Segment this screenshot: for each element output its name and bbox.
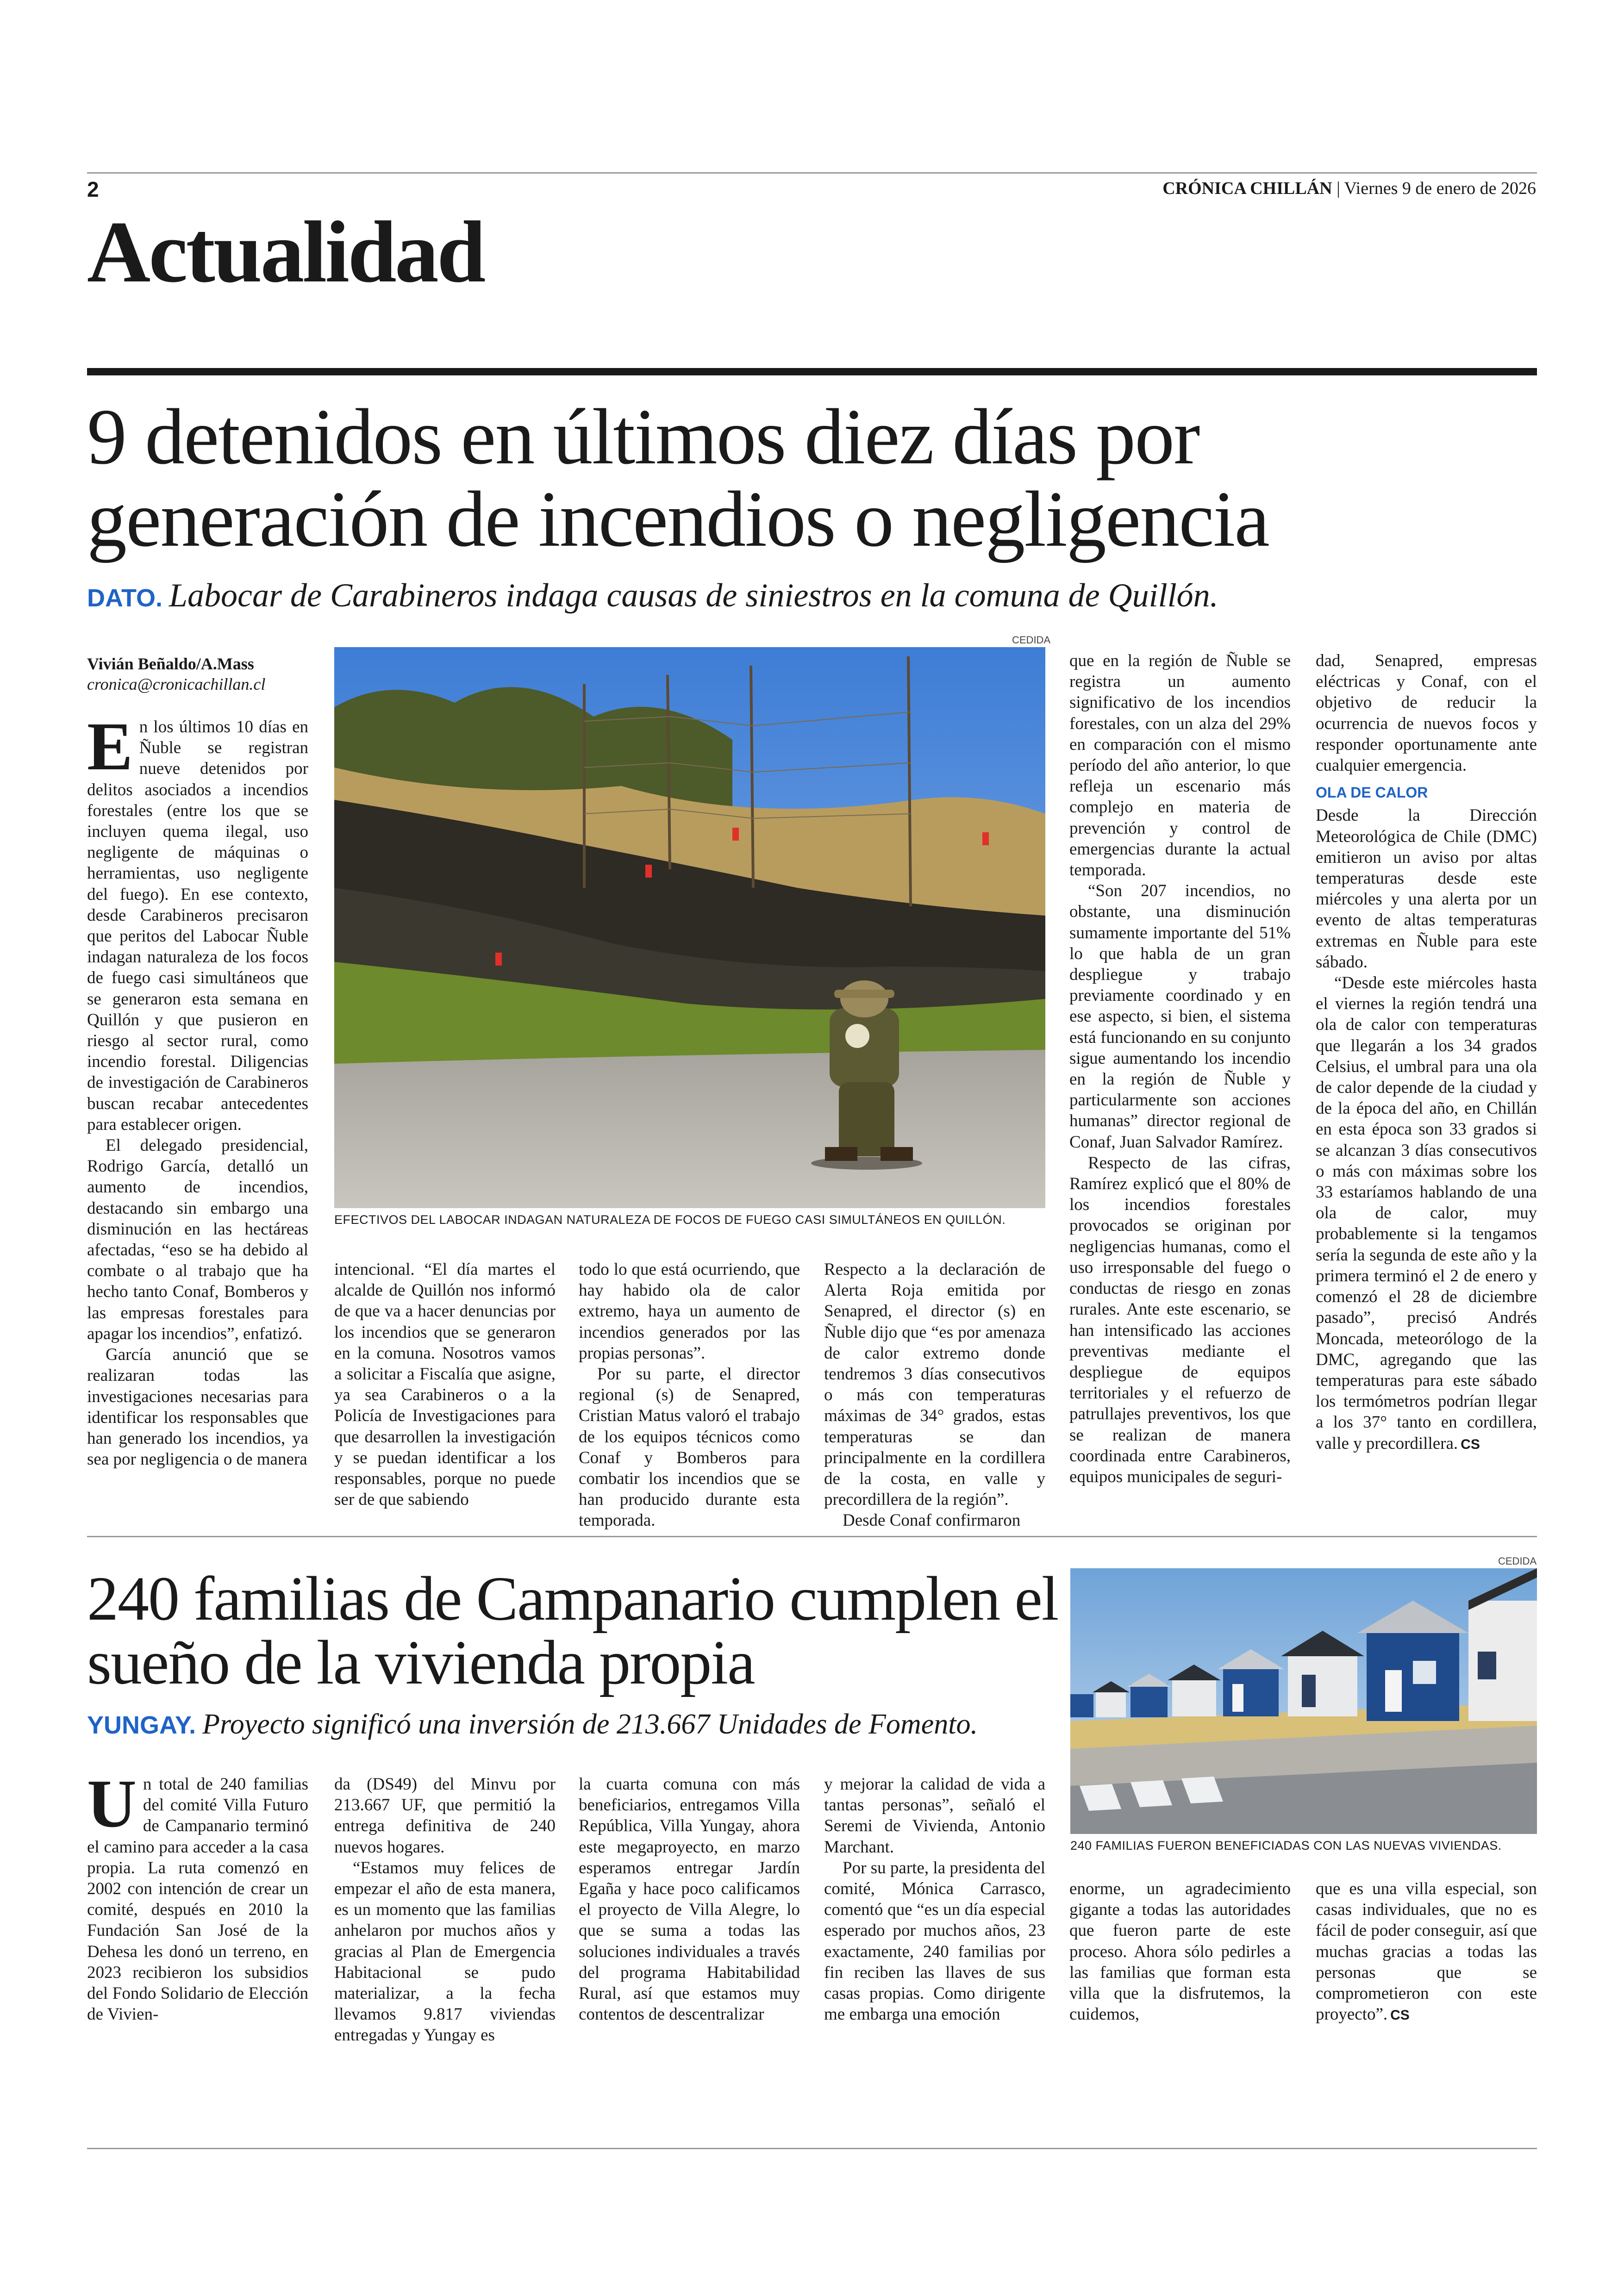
byline-email[interactable]: cronica@cronicachillan.cl (87, 675, 266, 693)
paragraph: “Son 207 incendios, no obstante, una disminución sumamente importante del 51% lo que habla de un gran despliegue y trabajo previamente coordinado y en ese aspecto, si bien, el sistema está funcionando en su conjunto sigue aumentando los incendio en la región de Ñuble y particularmente son acciones humanas” director regional de Conaf, Juan Salvador Ramírez. (1069, 881, 1291, 1152)
paragraph: Por su parte, el director regional (s) de Senapred, Cristian Matus valoró el trabajo de los equipos técnicos como Conaf y Bomberos para combatir los incendios que se han producido durante esta temporada. (579, 1365, 800, 1530)
paragraph: todo lo que está ocurriendo, que hay habido ola de calor extremo, haya un aumento de incendios generados por las propias personas”. (579, 1260, 800, 1363)
article1-kicker-tag: DATO. (87, 584, 163, 612)
paragraph: Por su parte, la presidenta del comité, Mónica Carrasco, comentó que “es un día especial esperado por muchos años, 23 exactamente, 240 familias por fin reciben las llaves de sus casas propias. Como dirigente me embarga una emoción (824, 1858, 1045, 2024)
article2-column-5 (1069, 1878, 1291, 2025)
paragraph (1316, 973, 1537, 1455)
houses-illustration (1070, 1568, 1537, 1834)
running-header (1162, 178, 1536, 199)
article-divider (87, 1536, 1537, 1537)
drop-cap: E (87, 709, 133, 785)
end-mark-icon: CS (1390, 2008, 1410, 2023)
section-rule (87, 368, 1537, 375)
section-title: Actualidad (87, 204, 484, 301)
paragraph: intencional. “El día martes el alcalde de Quillón nos informó de que va a hacer denuncias por los incendios que se generaron en la comuna. Nosotros vamos a solicitar a Fiscalía que asigne, ya sea Carabineros o a la Policía de Investigaciones para que desarrollen la investigación y se puedan identificar a los responsables, porque no puede ser de que sabiendo (334, 1260, 556, 1509)
top-rule (87, 172, 1537, 174)
paragraph: García anunció que se realizaran todas las investigaciones necesarias para identificar los responsables que han generado los incendios, ya sea por negligencia o de manera (87, 1345, 308, 1469)
end-mark-icon: CS (1461, 1436, 1480, 1452)
article2-column-4 (824, 1774, 1045, 2025)
paragraph: n total de 240 familias del comité Villa Futuro de Campanario terminó el camino para acceder a la casa propia. La ruta comenzó en 2002 con intención de crear un comité, después en 2010 la Fundación San José de la Dehesa les donó un terreno, en 2023 recibieron los subsidios del Fondo Solidario de Elección de Vivien- (87, 1775, 308, 2024)
article2-kicker-text: Proyecto significó una inversión de 213.667 Unidades de Fomento. (202, 1709, 978, 1740)
article1-column-5 (1069, 650, 1291, 1487)
article2-kicker (87, 1708, 978, 1741)
article2-kicker-tag: YUNGAY. (87, 1711, 196, 1739)
article1-column-6 (1316, 650, 1537, 1455)
paragraph: enorme, un agradecimiento gigante a todas las autoridades que fueron parte de este proceso. Ahora sólo pedirles a las familias que forman esta villa que la disfrutemos, la cuidemos, (1069, 1879, 1291, 2024)
drop-cap: U (87, 1766, 137, 1842)
article2-column-1 (87, 1766, 308, 2025)
byline (87, 654, 266, 694)
article1-column-3 (579, 1259, 800, 1531)
article1-column-2 (334, 1259, 556, 1510)
paragraph (1316, 1878, 1537, 2026)
photo1-caption: EFECTIVOS DEL LABOCAR INDAGAN NATURALEZA DE FOCOS DE FUEGO CASI SIMULTÁNEOS EN QUILLÓN. (334, 1213, 1006, 1227)
paragraph: la cuarta comuna con más beneficiarios, entregamos Villa República, Villa Yungay, ahora este megaproyecto, en marzo esperamos entregar Jardín Egaña y hace poco calificamos el proyecto de Villa Alegre, lo que se suma a todas las soluciones individuales a través del programa Habitabilidad Rural, así que estamos muy contentos de descentralizar (579, 1775, 800, 2024)
wildfire-photo (334, 647, 1045, 1208)
photo2-caption: 240 FAMILIAS FUERON BENEFICIADAS CON LAS NUEVAS VIVIENDAS. (1070, 1839, 1502, 1852)
article1-kicker (87, 576, 1218, 615)
paragraph: n los últimos 10 días en Ñuble se registran nueve detenidos por delitos asociados a incendios forestales (entre los que se incluyen quema ilegal, uso negligente de máquinas o herramientas, uso negligente del fuego). En ese contexto, desde Carabineros precisaron que peritos del Labocar Ñuble indagan naturaleza de los focos de fuego casi simultáneos que se generaron esta semana en Quillón y que pusieron en riesgo al sector rural, como incendio forestal. Diligencias de investigación de Carabineros buscan recabar antecedentes para establecer origen. (87, 717, 308, 1134)
bottom-rule (87, 2148, 1537, 2149)
article2-column-6 (1316, 1878, 1537, 2026)
article1-headline: 9 detenidos en últimos diez días por generación de incendios o negligencia (87, 393, 1269, 563)
article2-column-3 (579, 1774, 800, 2025)
wildfire-scene-illustration (334, 647, 1045, 1208)
paragraph-text: “Desde este miércoles hasta el viernes la región tendrá una ola de calor con temperaturas que llegarán a los 34 grados Celsius, el umbral para una ola de calor depende de la ciudad y de la época del año, en Chillán en esta época son 33 grados si se alcanzan 3 días consecutivos o más con máximas sobre los 33 estaríamos hablando de una ola de calor, muy probablemente si la tengamos sería la segunda de este año y la primera terminó el 2 de enero y comenzó el 28 de diciembre pasado”, precisó Andrés Moncada, meteorólogo de la DMC, agregando que las temperaturas para este sábado los termómetros podrían llegar a los 37° tanto en cordillera, valle y precordillera. (1316, 973, 1537, 1453)
photo2-credit: CEDIDA (1498, 1555, 1537, 1567)
paragraph: Respecto de las cifras, Ramírez explicó que el 80% de los incendios forestales provocados se originan por negligencias humanas, como el uso irresponsable del fuego o conductas de riesgo en zonas rurales. Ante este escenario, se han intensificado las acciones preventivas mediante el despliegue de equipos territoriales y el refuerzo de patrullajes preventivos, los que se realizan de manera coordinada entre Carabineros, equipos municipales de seguri- (1069, 1153, 1291, 1486)
article1-kicker-text: Labocar de Carabineros indaga causas de siniestros en la comuna de Quillón. (169, 577, 1218, 614)
paragraph: Desde Conaf confirmaron (843, 1511, 1021, 1530)
paragraph: que en la región de Ñuble se registra un aumento significativo de los incendios forestales, con un alza del 29% en comparación con el mismo período del año anterior, lo que refleja un escenario más complejo en materia de prevención y control de emergencias durante la actual temporada. (1069, 651, 1291, 880)
photo1-credit: CEDIDA (1012, 634, 1051, 646)
header-separator: | (1332, 179, 1344, 198)
article1-column-4 (824, 1259, 1045, 1531)
publication-name: CRÓNICA CHILLÁN (1162, 179, 1332, 198)
paragraph: Respecto a la declaración de Alerta Roja emitida por Senapred, el director (s) en Ñuble dijo que “es por amenaza de calor extremo donde tendremos 3 días consecutivos o más con temperaturas máximas de 34° grados, estas temperaturas se dan principalmente en la cordillera de la costa, en valle y precordillera de la región”. (824, 1260, 1045, 1509)
article2-column-2 (334, 1774, 556, 2046)
paragraph: “Estamos muy felices de empezar el año de esta manera, es un momento que las familias anhelaron por muchos años y gracias al Plan de Emergencia Habitacional se pudo materializar, a la fecha llevamos 9.817 viviendas entregadas y Yungay es (334, 1858, 556, 2045)
paragraph: Desde la Dirección Meteorológica de Chile (DMC) emitieron un aviso por altas temperaturas desde este miércoles y una alerta por un evento de altas temperaturas extremas en Ñuble para este sábado. (1316, 806, 1537, 972)
article1-column-1 (87, 709, 308, 1470)
paragraph-text: que es una villa especial, son casas individuales, que no es fácil de poder conseguir, así que muchas gracias a todas las personas que se comprometieron con este proyecto”. (1316, 1879, 1537, 2024)
paragraph: El delegado presidencial, Rodrigo García, detalló un aumento de incendios, destacando sin embargo una disminución en las hectáreas afectadas, “eso se ha debido al combate o al trabajo que ha hecho tanto Conaf, Bomberos y las empresas forestales para apagar los incendios”, enfatizó. (87, 1136, 308, 1343)
subhead-ola-de-calor: OLA DE CALOR (1316, 784, 1428, 801)
paragraph: da (DS49) del Minvu por 213.667 UF, que permitió la entrega definitiva de 240 nuevos hogares. (334, 1775, 556, 1857)
paragraph: dad, Senapred, empresas eléctricas y Conaf, con el objetivo de reducir la ocurrencia de nuevos focos y responder oportunamente ante cualquier emergencia. (1316, 651, 1537, 775)
byline-name: Vivián Beñaldo/A.Mass (87, 655, 254, 673)
page-number: 2 (87, 177, 99, 201)
issue-date: Viernes 9 de enero de 2026 (1344, 179, 1536, 198)
housing-photo (1070, 1568, 1537, 1834)
paragraph: y mejorar la calidad de vida a tantas personas”, señaló el Seremi de Vivienda, Antonio Marchant. (824, 1775, 1045, 1857)
article2-headline: 240 familias de Campanario cumplen el sueño de la vivienda propia (87, 1564, 1058, 1697)
